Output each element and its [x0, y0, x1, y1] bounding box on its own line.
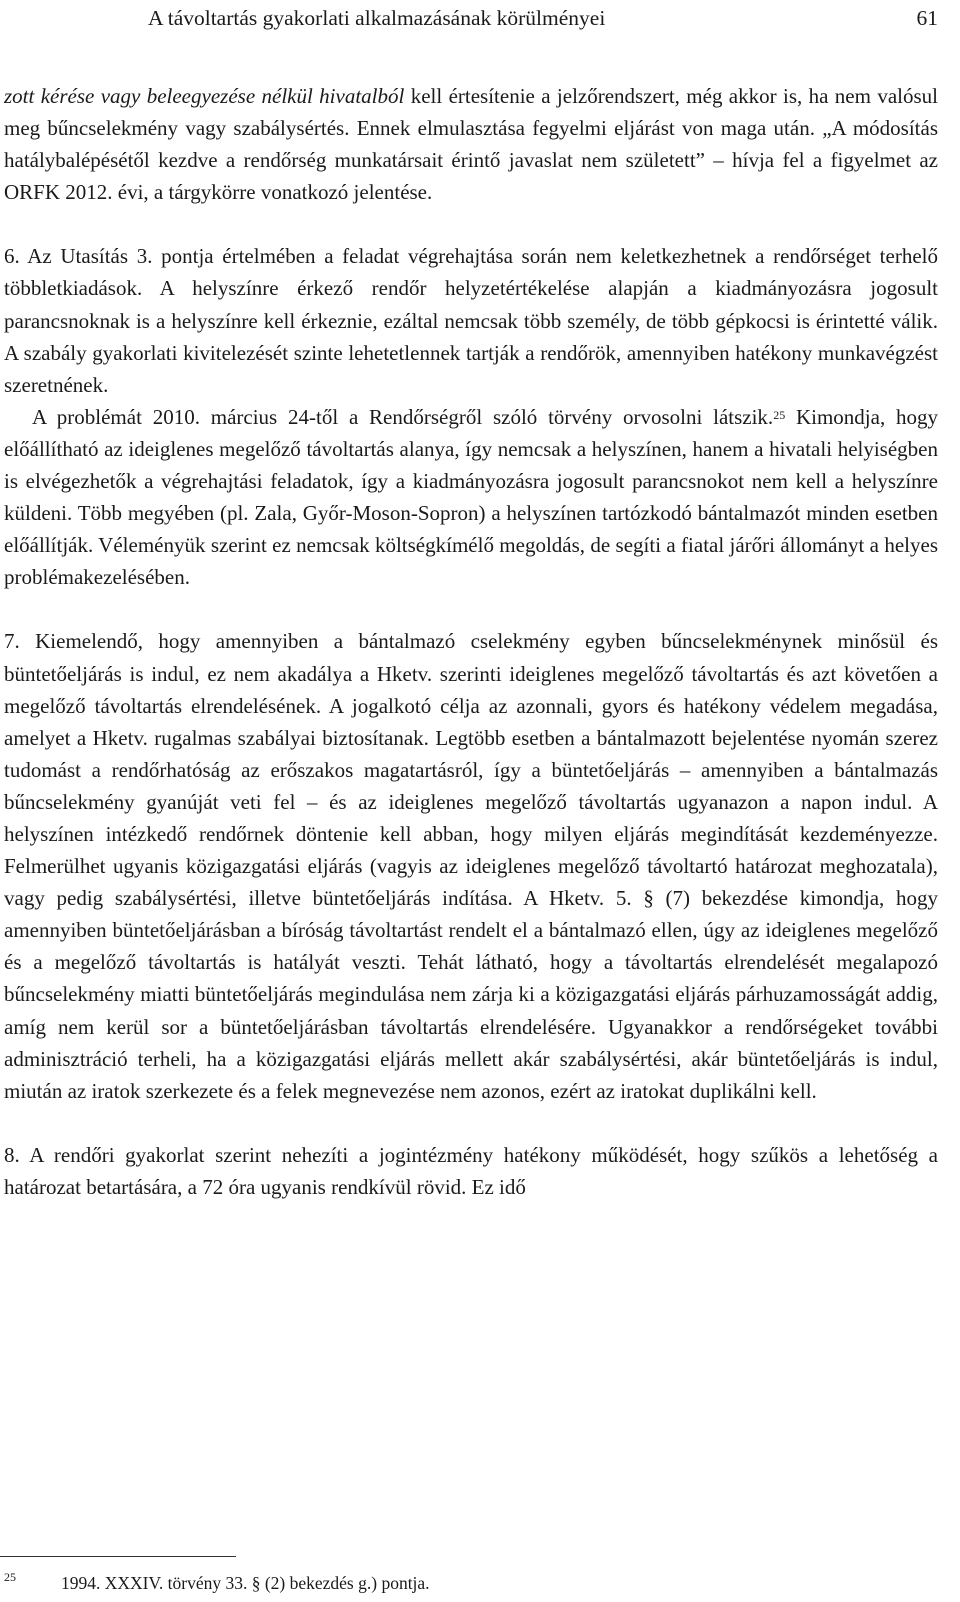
paragraph-point-8: 8. A rendőri gyakorlat szerint nehezíti a jogintézmény hatékony működését, hogy szűkös a lehetőség a határozat betartására, a 72 óra ugyanis rendkívül rövid. Ez idő: [4, 1142, 938, 1199]
footnote-text: 1994. XXXIV. törvény 33. § (2) bekezdés g.) pontja.: [61, 1573, 430, 1593]
paragraph-problem: [4, 401, 938, 594]
paragraph-gap: [4, 593, 938, 625]
paragraph-point-7: 7. Kiemelendő, hogy amennyiben a bántalmazó cselekmény egyben bűncselekménynek minősül és büntetőeljárás is indul, ez nem akadálya a Hketv. szerinti ideiglenes megelőző távoltartás és azt követően a megelőző távoltartás elrendelésének. A jogalkotó célja az azonnali, gyors és hatékony védelem megadása, amelyet a Hketv. rugalmas szabályai biztosítanak. Legtöbb esetben a bántalmazott bejelentése nyomán szerez tudomást a rendőrhatóság az erőszakos magatartásról, így a büntetőeljárás – amennyiben a bántalmazás bűncselekmény gyanúját veti fel – és az ideiglenes megelőző távoltartás ugyanazon a napon indul. A helyszínen intézkedő rendőrnek döntenie kell abban, hogy milyen eljárás megindítását kezdeményezze. Felmerülhet ugyanis közigazgatási eljárás (vagyis az ideiglenes megelőző távoltartó határozat meghozatala), vagy pedig szabálysértési, illetve büntetőeljárás indítása. A Hketv. 5. § (7) bekezdése kimondja, hogy amennyiben büntetőeljárásban a bíróság távoltartást rendelt el a bántalmazó ellen, úgy az ideiglenes megelőző és a megelőző távoltartás is hatályát veszti. Tehát látható, hogy a távoltartás elrendelését megalapozó bűncselekmény miatti büntetőeljárás megindulása nem zárja ki a közigazgatási eljárás párhuzamosságát addig, amíg nem kerül sor a büntetőeljárásban távoltartás elrendelésére. Ugyanakkor a rendőrségeket további adminisztráció terheli, ha a közigazgatási eljárás mellett akár szabálysértési, akár büntetőeljárás is indul, miután az iratok szerkezete és a felek megnevezése nem azonos, ezért az iratokat duplikálni kell.: [4, 629, 938, 1103]
body-text: [4, 80, 938, 1203]
page-number: 61: [916, 6, 938, 30]
paragraph-text: kell értesítenie a jelzőrendszert, még akkor is, ha nem valósul meg bűncselekmény vagy szabálysértés. Ennek elmulasztása fegyelmi eljárást von maga után. „A módosítás hatálybalépésétől kezdve a rendőrség munkatársait érintő javaslat nem született” – hívja fel a figyelmet az ORFK 2012. évi, a tárgykörre vonatkozó jelentése.: [4, 84, 938, 205]
paragraph-gap: [4, 208, 938, 240]
footnote-divider: [0, 1556, 236, 1557]
footnote-number: 25: [4, 1570, 16, 1584]
footnote-reference[interactable]: 25: [773, 407, 786, 422]
running-title: A távoltartás gyakorlati alkalmazásának körülményei: [148, 6, 606, 30]
paragraph-continuation: [4, 80, 938, 208]
page-header: [148, 2, 938, 34]
italic-phrase: zott kérése vagy beleegyezése nélkül hivatalból: [4, 84, 405, 108]
paragraph-text: A problémát 2010. március 24-től a Rendőrségről szóló törvény orvosolni látszik.: [32, 404, 774, 429]
paragraph-gap: [4, 1107, 938, 1139]
paragraph-text: Kimondja, hogy előállítható az ideiglenes megelőző távoltartás alanya, így nemcsak a helyszínen, hanem a hivatali helyiségben is elvégezhetők a végrehajtási feladatok, így a kiadmányozásra jogosult parancsnokot nem kell a helyszínre küldeni. Több megyében (pl. Zala, Győr-Moson-Sopron) a helyszínen tartózkodó bántalmazót minden esetben előállítják. Véleményük szerint ez nemcsak költségkímélő megoldás, de segíti a fiatal járőri állományt a helyes problémakezelésében.: [4, 404, 938, 590]
paragraph-point-6: 6. Az Utasítás 3. pontja értelmében a feladat végrehajtása során nem keletkezhetnek a rendőrséget terhelő többletkiadások. A helyszínre érkező rendőr helyzetértékelése alapján a kiadmányozásra jogosult parancsnoknak is a helyszínre kell érkeznie, ezáltal nemcsak több személy, de több gépkocsi is érintetté válik. A szabály gyakorlati kivitelezését szinte lehetetlennek tartják a rendőrök, amennyiben hatékony munkavégzést szeretnének.: [4, 244, 938, 397]
